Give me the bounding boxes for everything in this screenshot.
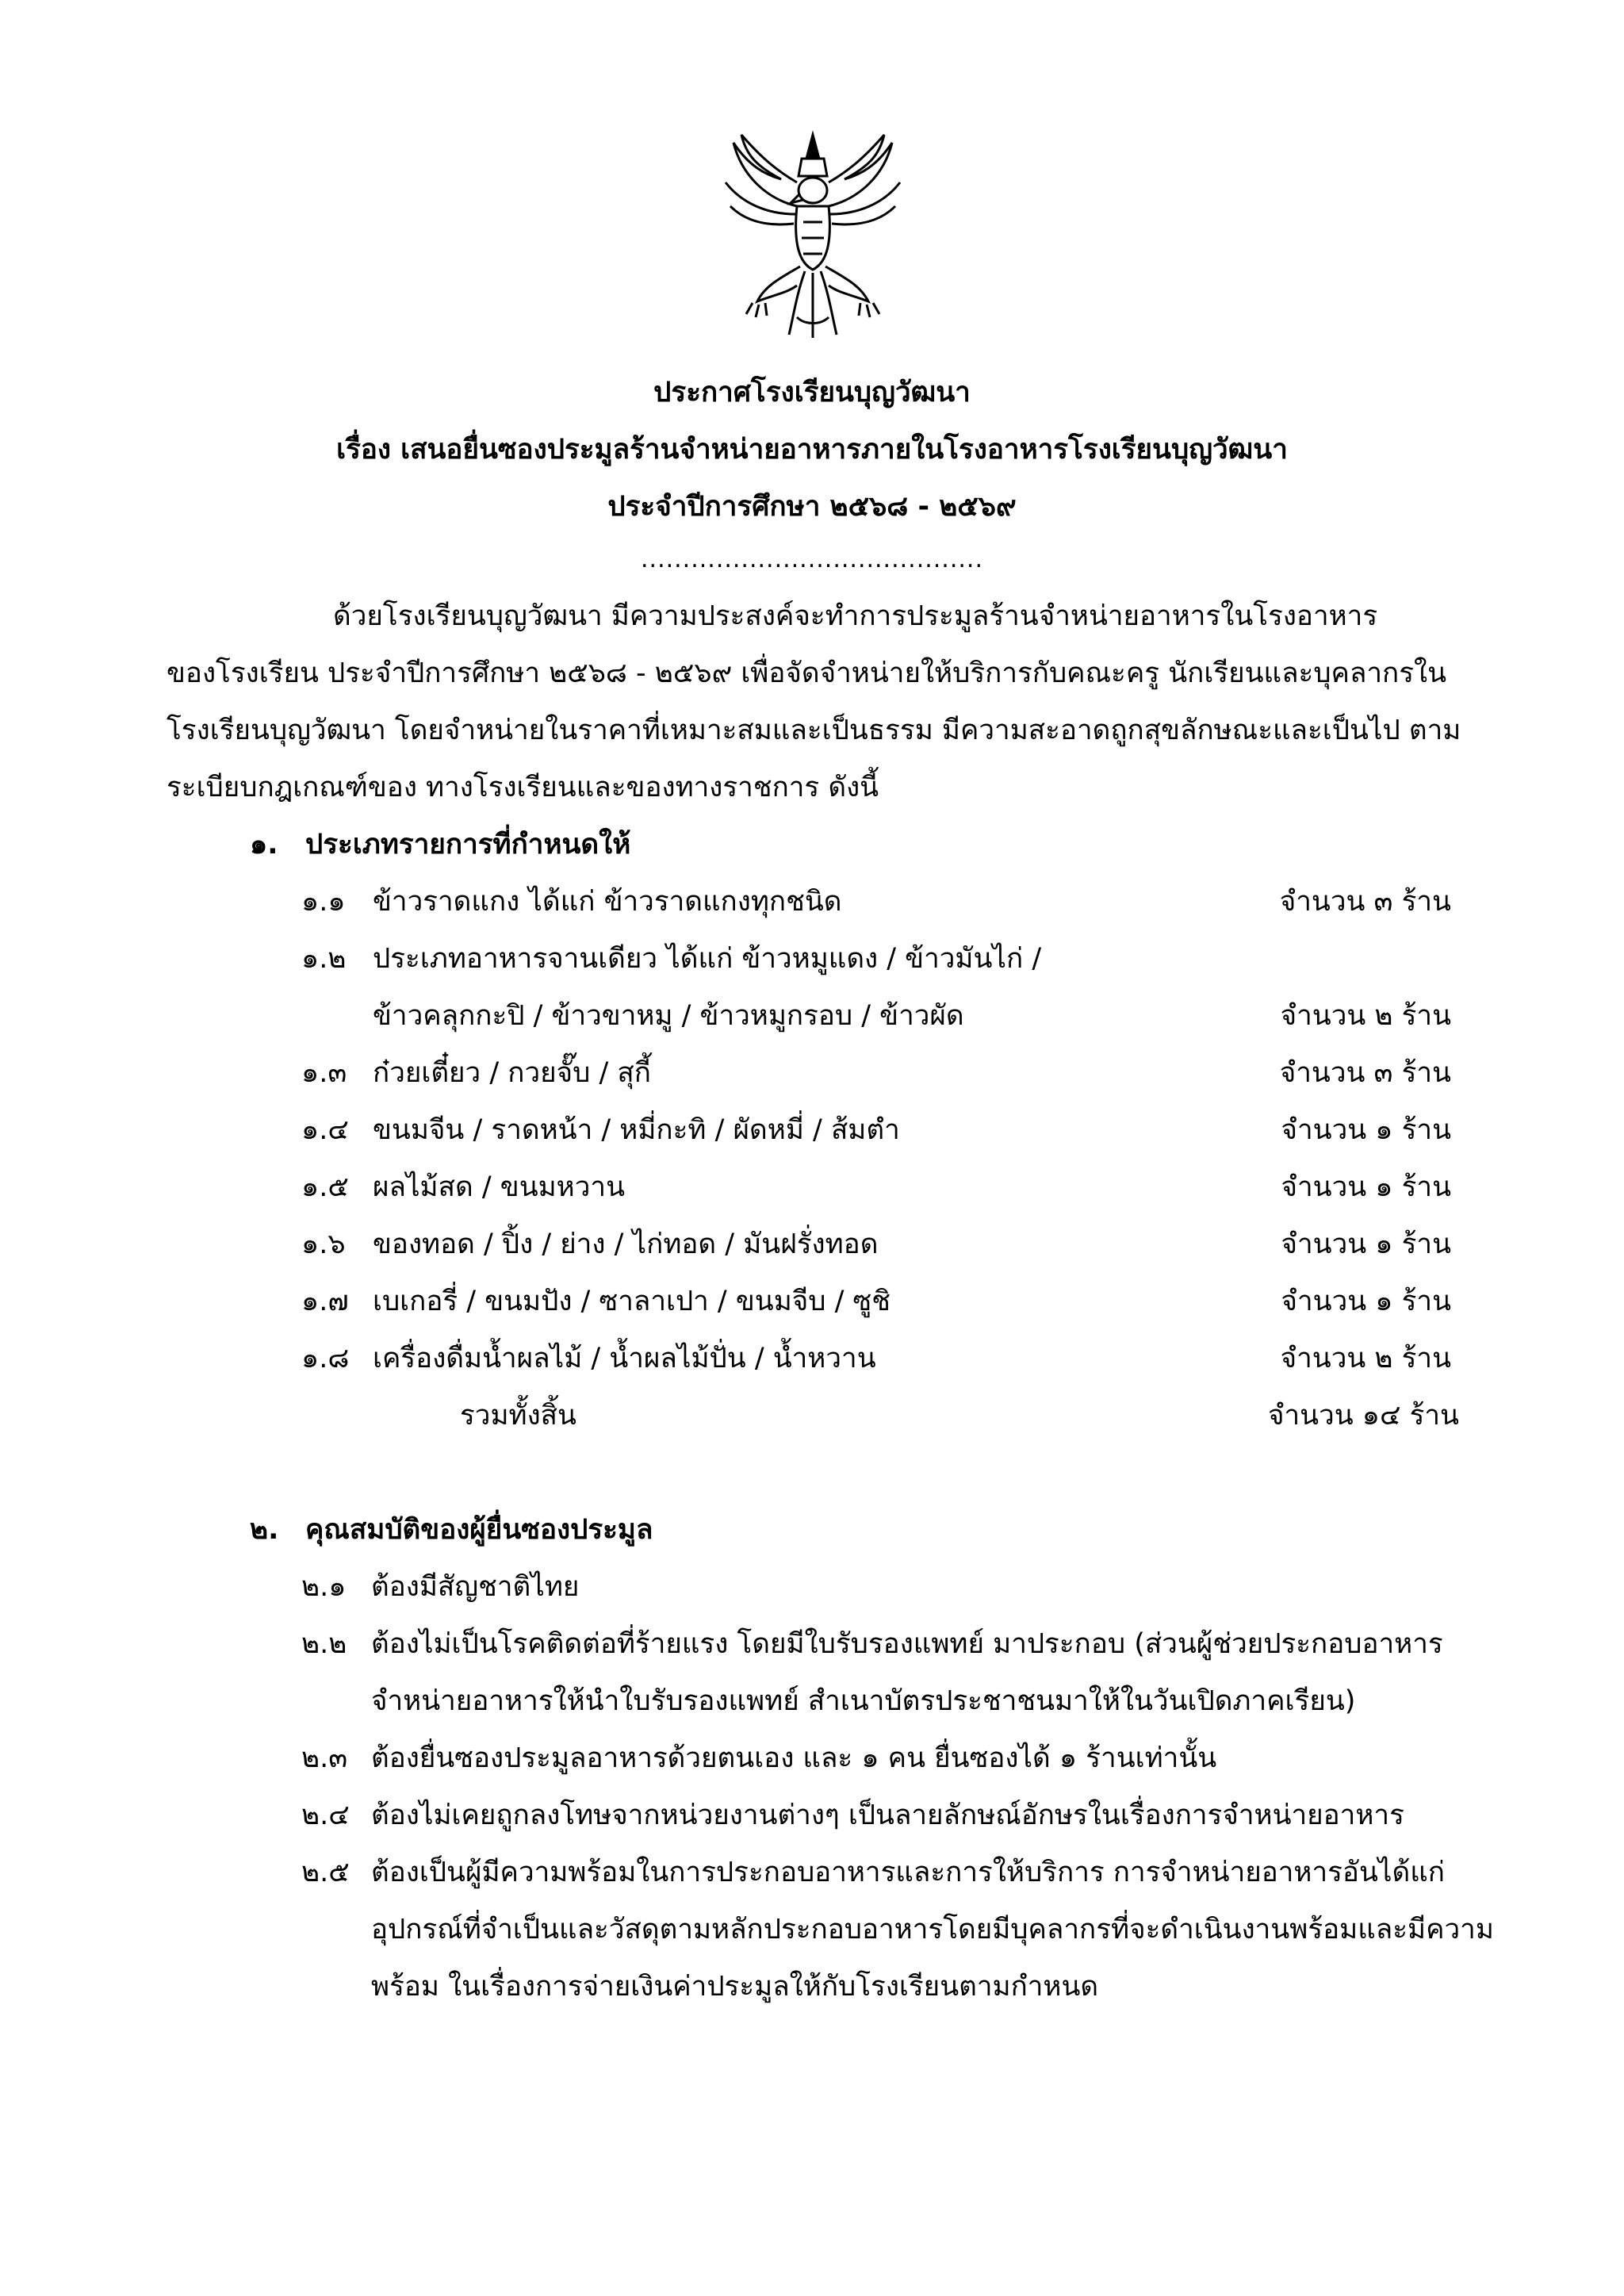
item-quantity: จำนวน ๒ ร้าน — [1280, 1343, 1451, 1374]
item-number: ๑.๖ — [301, 1228, 346, 1260]
item-number: ๒.๒ — [301, 1628, 347, 1660]
item-quantity: จำนวน ๑ ร้าน — [1281, 1114, 1451, 1146]
item-quantity: จำนวน ๓ ร้าน — [1279, 886, 1451, 918]
item-text: เครื่องดื่มน้ำผลไม้ / น้ำผลไม้ปั่น / น้ำหวาน — [373, 1343, 876, 1374]
item-text: ต้องยื่นซองประมูลอาหารด้วยตนเอง และ ๑ คน ยื่นซองได้ ๑ ร้านเท่านั้น — [371, 1742, 1217, 1774]
list-item — [301, 1228, 1451, 1269]
item-continuation: จำหน่ายอาหารให้นำใบรับรองแพทย์ สำเนาบัตรประชาชนมาให้ในวันเปิดภาคเรียน) — [371, 1685, 1356, 1717]
total-label: รวมทั้งสิ้น — [460, 1400, 576, 1432]
list-item — [301, 888, 1451, 926]
item-text: ผลไม้สด / ขนมหวาน — [373, 1171, 625, 1203]
section-2-heading: คุณสมบัติของผู้ยื่นซองประมูล — [305, 1514, 653, 1546]
qualification-item — [301, 1859, 1445, 1887]
list-item — [301, 1114, 1451, 1155]
item-continuation: พร้อม ในเรื่องการจ่ายเงินค่าประมูลให้กับโรงเรียนตามกำหนด — [371, 1971, 1099, 2003]
list-item — [301, 1057, 1451, 1098]
academic-year: ประจำปีการศึกษา ๒๕๖๘ - ๒๕๖๙ — [607, 491, 1017, 523]
section-1-number: ๑. — [250, 829, 278, 861]
section-1-heading: ประเภทรายการที่กำหนดให้ — [305, 829, 631, 861]
item-text: เบเกอรี่ / ขนมปัง / ซาลาเปา / ขนมจีบ / ซูชิ — [373, 1286, 891, 1317]
item-quantity: จำนวน ๒ ร้าน — [1280, 1000, 1451, 1032]
qualification-item — [301, 1628, 1443, 1660]
page-title: ประกาศโรงเรียนบุญวัฒนา — [653, 377, 971, 408]
item-quantity: จำนวน ๓ ร้าน — [1279, 1057, 1451, 1089]
item-text: ข้าวคลุกกะปิ / ข้าวขาหมู / ข้าวหมูกรอบ / ข้าวผัด — [373, 1000, 964, 1032]
item-continuation: อุปกรณ์ที่จำเป็นและวัสดุตามหลักประกอบอาหารโดยมีบุคลากรที่จะดำเนินงานพร้อมและมีความ — [371, 1914, 1494, 1945]
list-item — [301, 1345, 1451, 1383]
item-number: ๒.๔ — [301, 1800, 350, 1831]
item-number: ๒.๕ — [301, 1857, 350, 1888]
intro-line-2: ของโรงเรียน ประจำปีการศึกษา ๒๕๖๘ - ๒๕๖๙ เพื่อจัดจำหน่ายให้บริการกับคณะครู นักเรียนและบุคลากรใน — [167, 657, 1447, 689]
list-item — [301, 945, 1451, 983]
item-text: ขนมจีน / ราดหน้า / หมี่กะทิ / ผัดหมี่ / ส้มตำ — [373, 1114, 900, 1146]
dotted-separator: ......................................... — [641, 546, 983, 573]
item-text: ประเภทอาหารจานเดียว ได้แก่ ข้าวหมูแดง / ข้าวมันไก่ / — [373, 943, 1042, 975]
intro-line-4: ระเบียบกฎเกณฑ์ของ ทางโรงเรียนและของทางราชการ ดังนี้ — [167, 772, 879, 803]
item-quantity: จำนวน ๑ ร้าน — [1281, 1171, 1451, 1203]
item-number: ๑.๓ — [301, 1057, 347, 1089]
item-text: ข้าวราดแกง ได้แก่ ข้าวราดแกงทุกชนิด — [373, 886, 842, 918]
item-number: ๒.๓ — [301, 1742, 348, 1774]
list-item — [301, 1002, 1451, 1041]
item-text: ต้องมีสัญชาติไทย — [371, 1571, 580, 1603]
item-number: ๑.๒ — [301, 943, 347, 975]
subject-line: เรื่อง เสนอยื่นซองประมูลร้านจำหน่ายอาหารภายในโรงอาหารโรงเรียนบุญวัฒนา — [336, 434, 1288, 466]
item-number: ๑.๗ — [301, 1286, 349, 1317]
list-item — [301, 1288, 1451, 1326]
section-2-number: ๒. — [250, 1514, 279, 1546]
item-text: ต้องเป็นผู้มีความพร้อมในการประกอบอาหารและการให้บริการ การจำหน่ายอาหารอันได้แก่ — [371, 1857, 1445, 1888]
item-text: ก๋วยเตี๋ยว / กวยจั๊บ / สุกี้ — [373, 1057, 651, 1089]
qualification-item — [301, 1742, 1217, 1774]
intro-line-1: ด้วยโรงเรียนบุญวัฒนา มีความประสงค์จะทำการประมูลร้านจำหน่ายอาหารในโรงอาหาร — [333, 600, 1378, 632]
item-text: ของทอด / ปิ้ง / ย่าง / ไก่ทอด / มันฝรั่งทอด — [373, 1228, 879, 1260]
qualification-item — [301, 1802, 1404, 1830]
item-number: ๑.๕ — [301, 1171, 349, 1203]
garuda-emblem-icon — [718, 127, 908, 341]
item-quantity: จำนวน ๑ ร้าน — [1281, 1286, 1451, 1317]
total-quantity: จำนวน ๑๔ ร้าน — [1267, 1400, 1459, 1432]
list-item — [301, 1171, 1451, 1212]
total-row — [301, 1402, 1459, 1440]
item-text: ต้องไม่เป็นโรคติดต่อที่ร้ายแรง โดยมีใบรับรองแพทย์ มาประกอบ (ส่วนผู้ช่วยประกอบอาหาร — [371, 1628, 1443, 1660]
qualification-item — [301, 1573, 579, 1601]
item-number: ๑.๔ — [301, 1114, 349, 1146]
item-number: ๑.๑ — [301, 886, 346, 918]
intro-line-3: โรงเรียนบุญวัฒนา โดยจำหน่ายในราคาที่เหมาะสมและเป็นธรรม มีความสะอาดถูกสุขลักษณะและเป็นไป ตาม — [167, 715, 1461, 746]
item-quantity: จำนวน ๑ ร้าน — [1281, 1228, 1451, 1260]
item-number: ๑.๘ — [301, 1343, 350, 1374]
item-number: ๒.๑ — [301, 1571, 347, 1603]
item-text: ต้องไม่เคยถูกลงโทษจากหน่วยงานต่างๆ เป็นลายลักษณ์อักษรในเรื่องการจำหน่ายอาหาร — [371, 1800, 1404, 1831]
